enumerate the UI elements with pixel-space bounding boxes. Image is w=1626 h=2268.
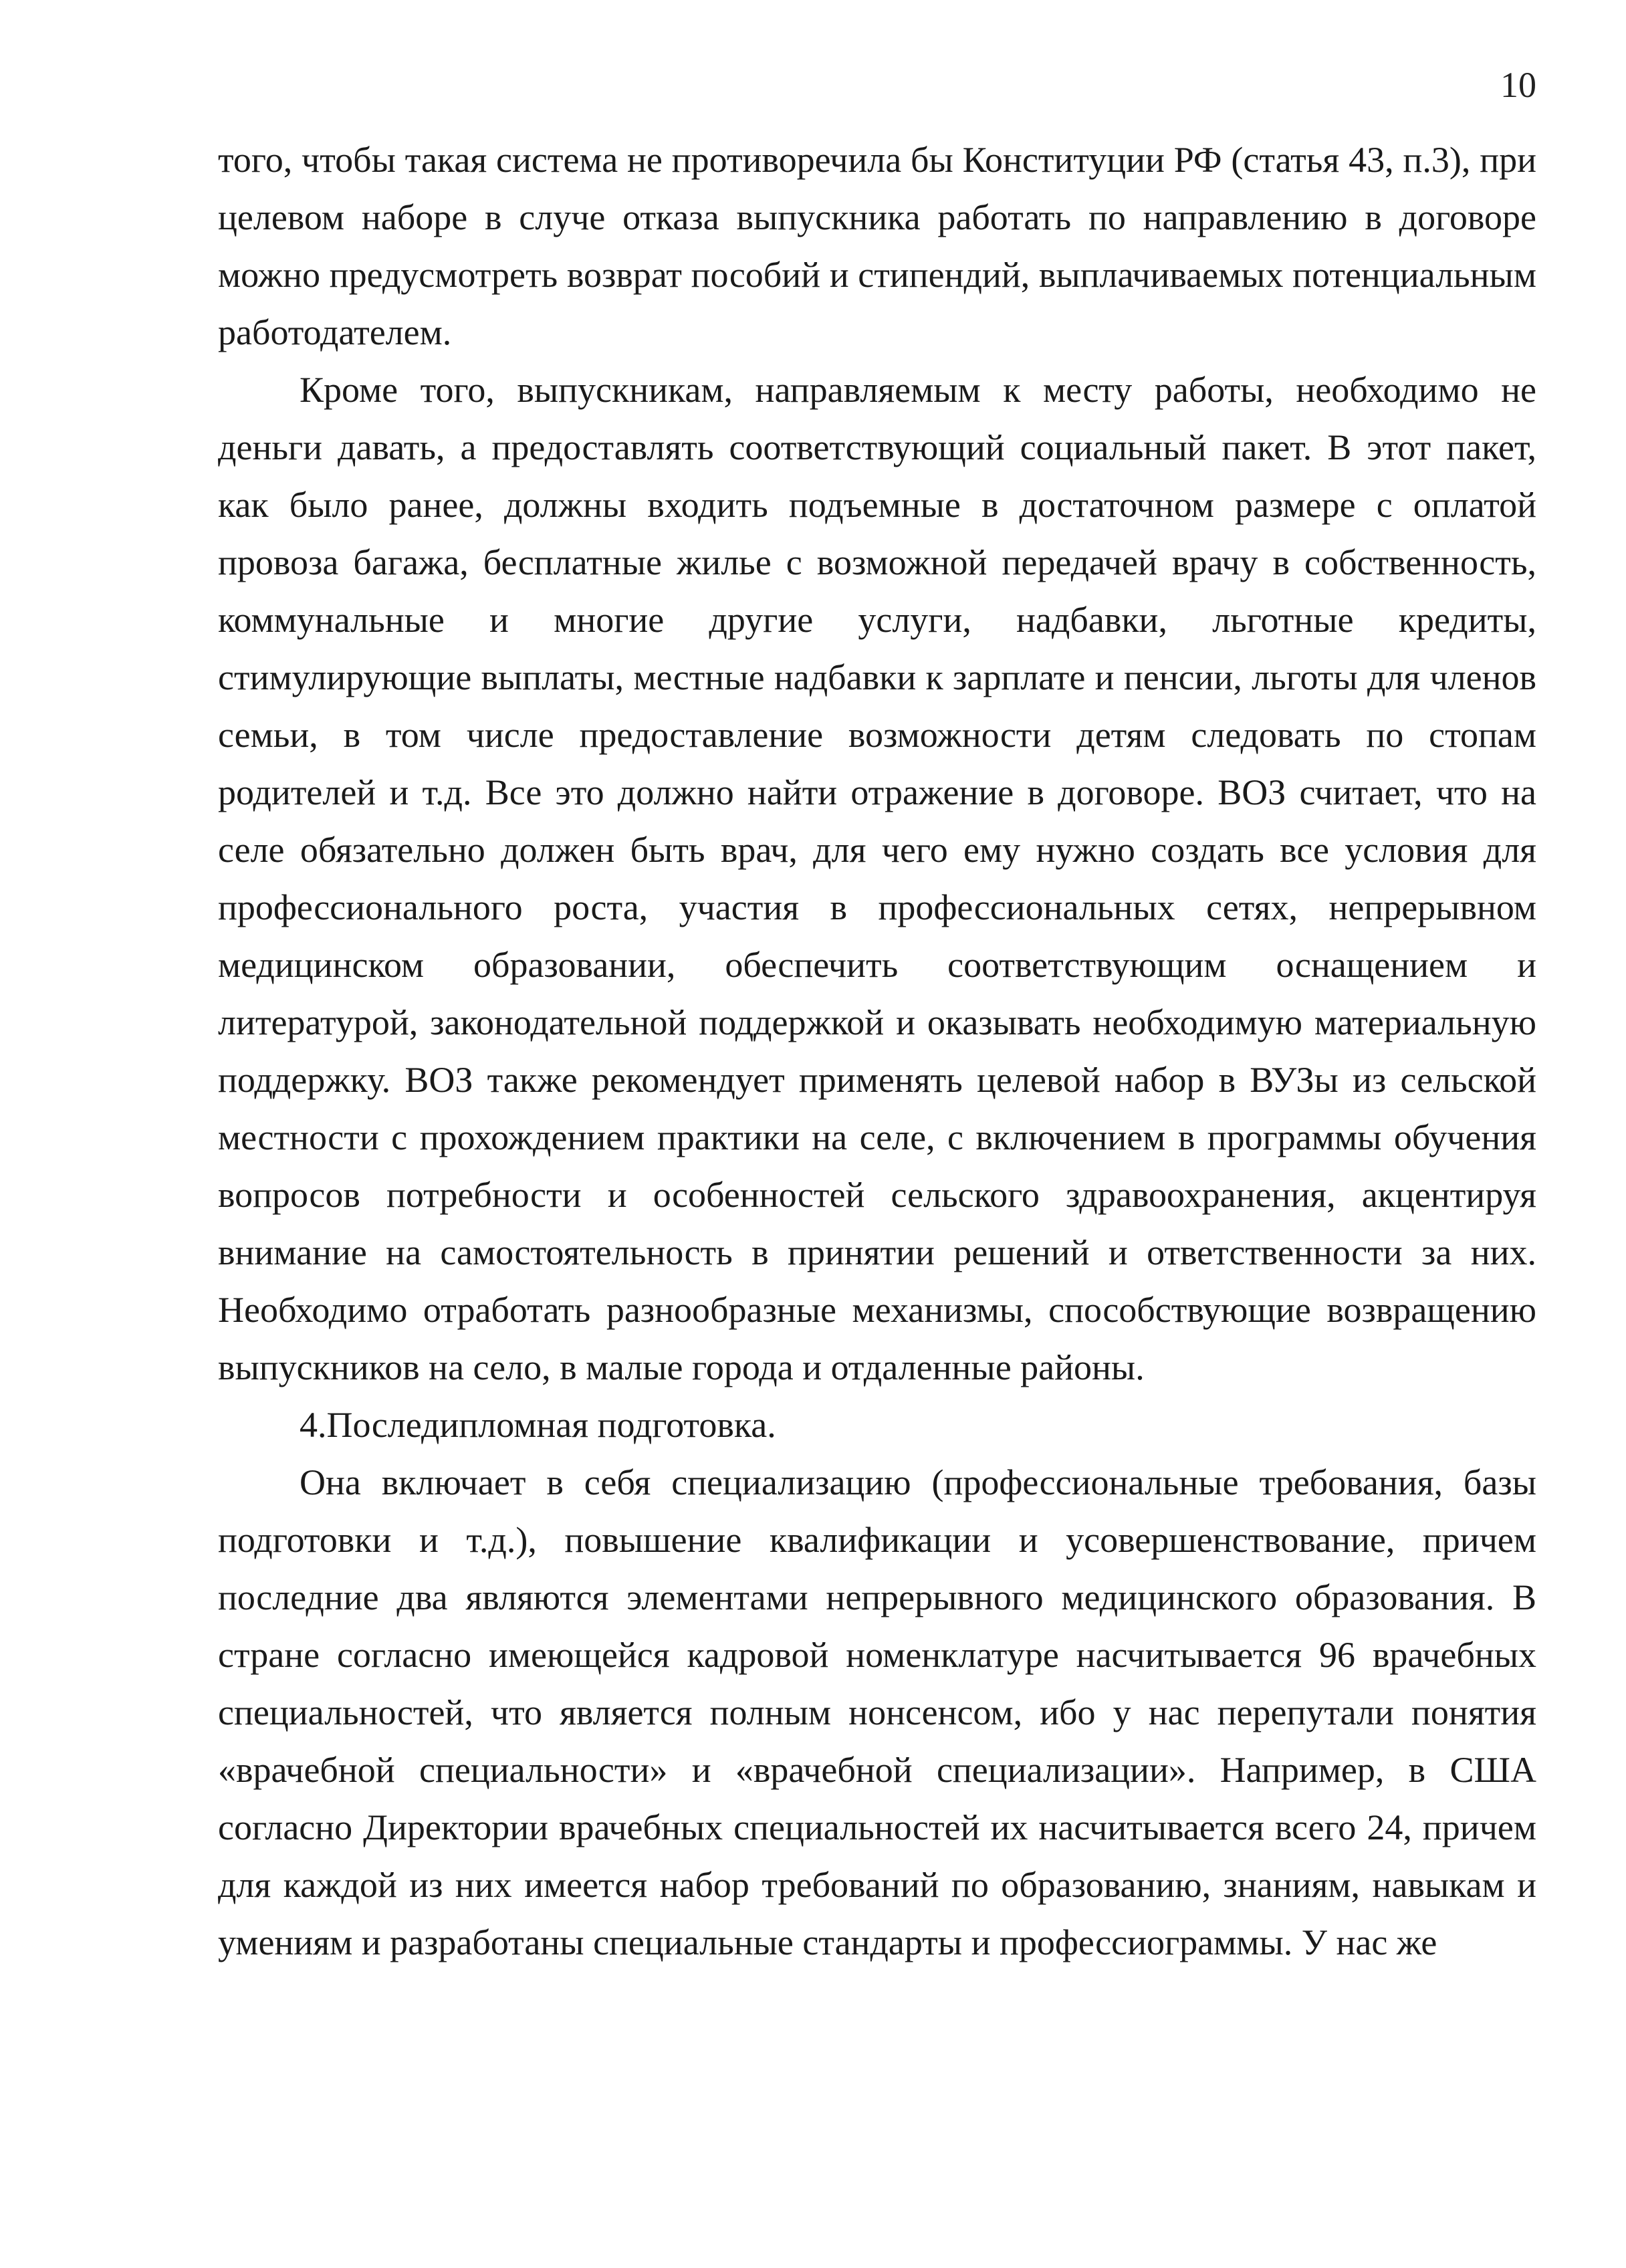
paragraph-continuation: того, чтобы такая система не противоречила бы Конституции РФ (статья 43, п.3), при целевом наборе в случе отказа выпускника работать по направлению в договоре можно предусмотреть возврат пособий и стипендий, выплачиваемых потенциальным работодателем. (218, 140, 1536, 352)
page-number: 10 (1500, 65, 1536, 105)
paragraph-specialization: Она включает в себя специализацию (профессиональные требования, базы подготовки и т.д.), повышение квалификации и усовершенствование, причем последние два являются элементами непрерывного медицинского образования. В стране согласно имеющейся кадровой номенклатуре насчитывается 96 врачебных специальностей, что является полным нонсенсом, ибо у нас перепутали понятия «врачебной специальности» и «врачебной специализации». Например, в США согласно Директории врачебных специальностей их насчитывается всего 24, причем для каждой из них имеется набор требований по образованию, знаниям, навыкам и умениям и разработаны специальные стандарты и профессиограммы. У нас же (218, 1462, 1536, 1962)
body-text (218, 131, 1536, 1971)
section-heading-postgraduate: 4.Последипломная подготовка. (300, 1405, 776, 1445)
paragraph-social-package: Кроме того, выпускникам, направляемым к месту работы, необходимо не деньги давать, а предоставлять соответствующий социальный пакет. В этот пакет, как было ранее, должны входить подъемные в достаточном размере с оплатой провоза багажа, бесплатные жилье с возможной передачей врачу в собственность, коммунальные и многие другие услуги, надбавки, льготные кредиты, стимулирующие выплаты, местные надбавки к зарплате и пенсии, льготы для членов семьи, в том числе предоставление возможности детям следовать по стопам родителей и т.д. Все это должно найти отражение в договоре. ВОЗ считает, что на селе обязательно должен быть врач, для чего ему нужно создать все условия для профессионального роста, участия в профессиональных сетях, непрерывном медицинском образовании, обеспечить соответствующим оснащением и литературой, законодательной поддержкой и оказывать необходимую материальную поддержку. ВОЗ также рекомендует применять целевой набор в ВУЗы из сельской местности с прохождением практики на селе, с включением в программы обучения вопросов потребности и особенностей сельского здравоохранения, акцентируя внимание на самостоятельность в принятии решений и ответственности за них. Необходимо отработать разнообразные механизмы, способствующие возвращению выпускников на село, в малые города и отдаленные районы. (218, 370, 1536, 1387)
